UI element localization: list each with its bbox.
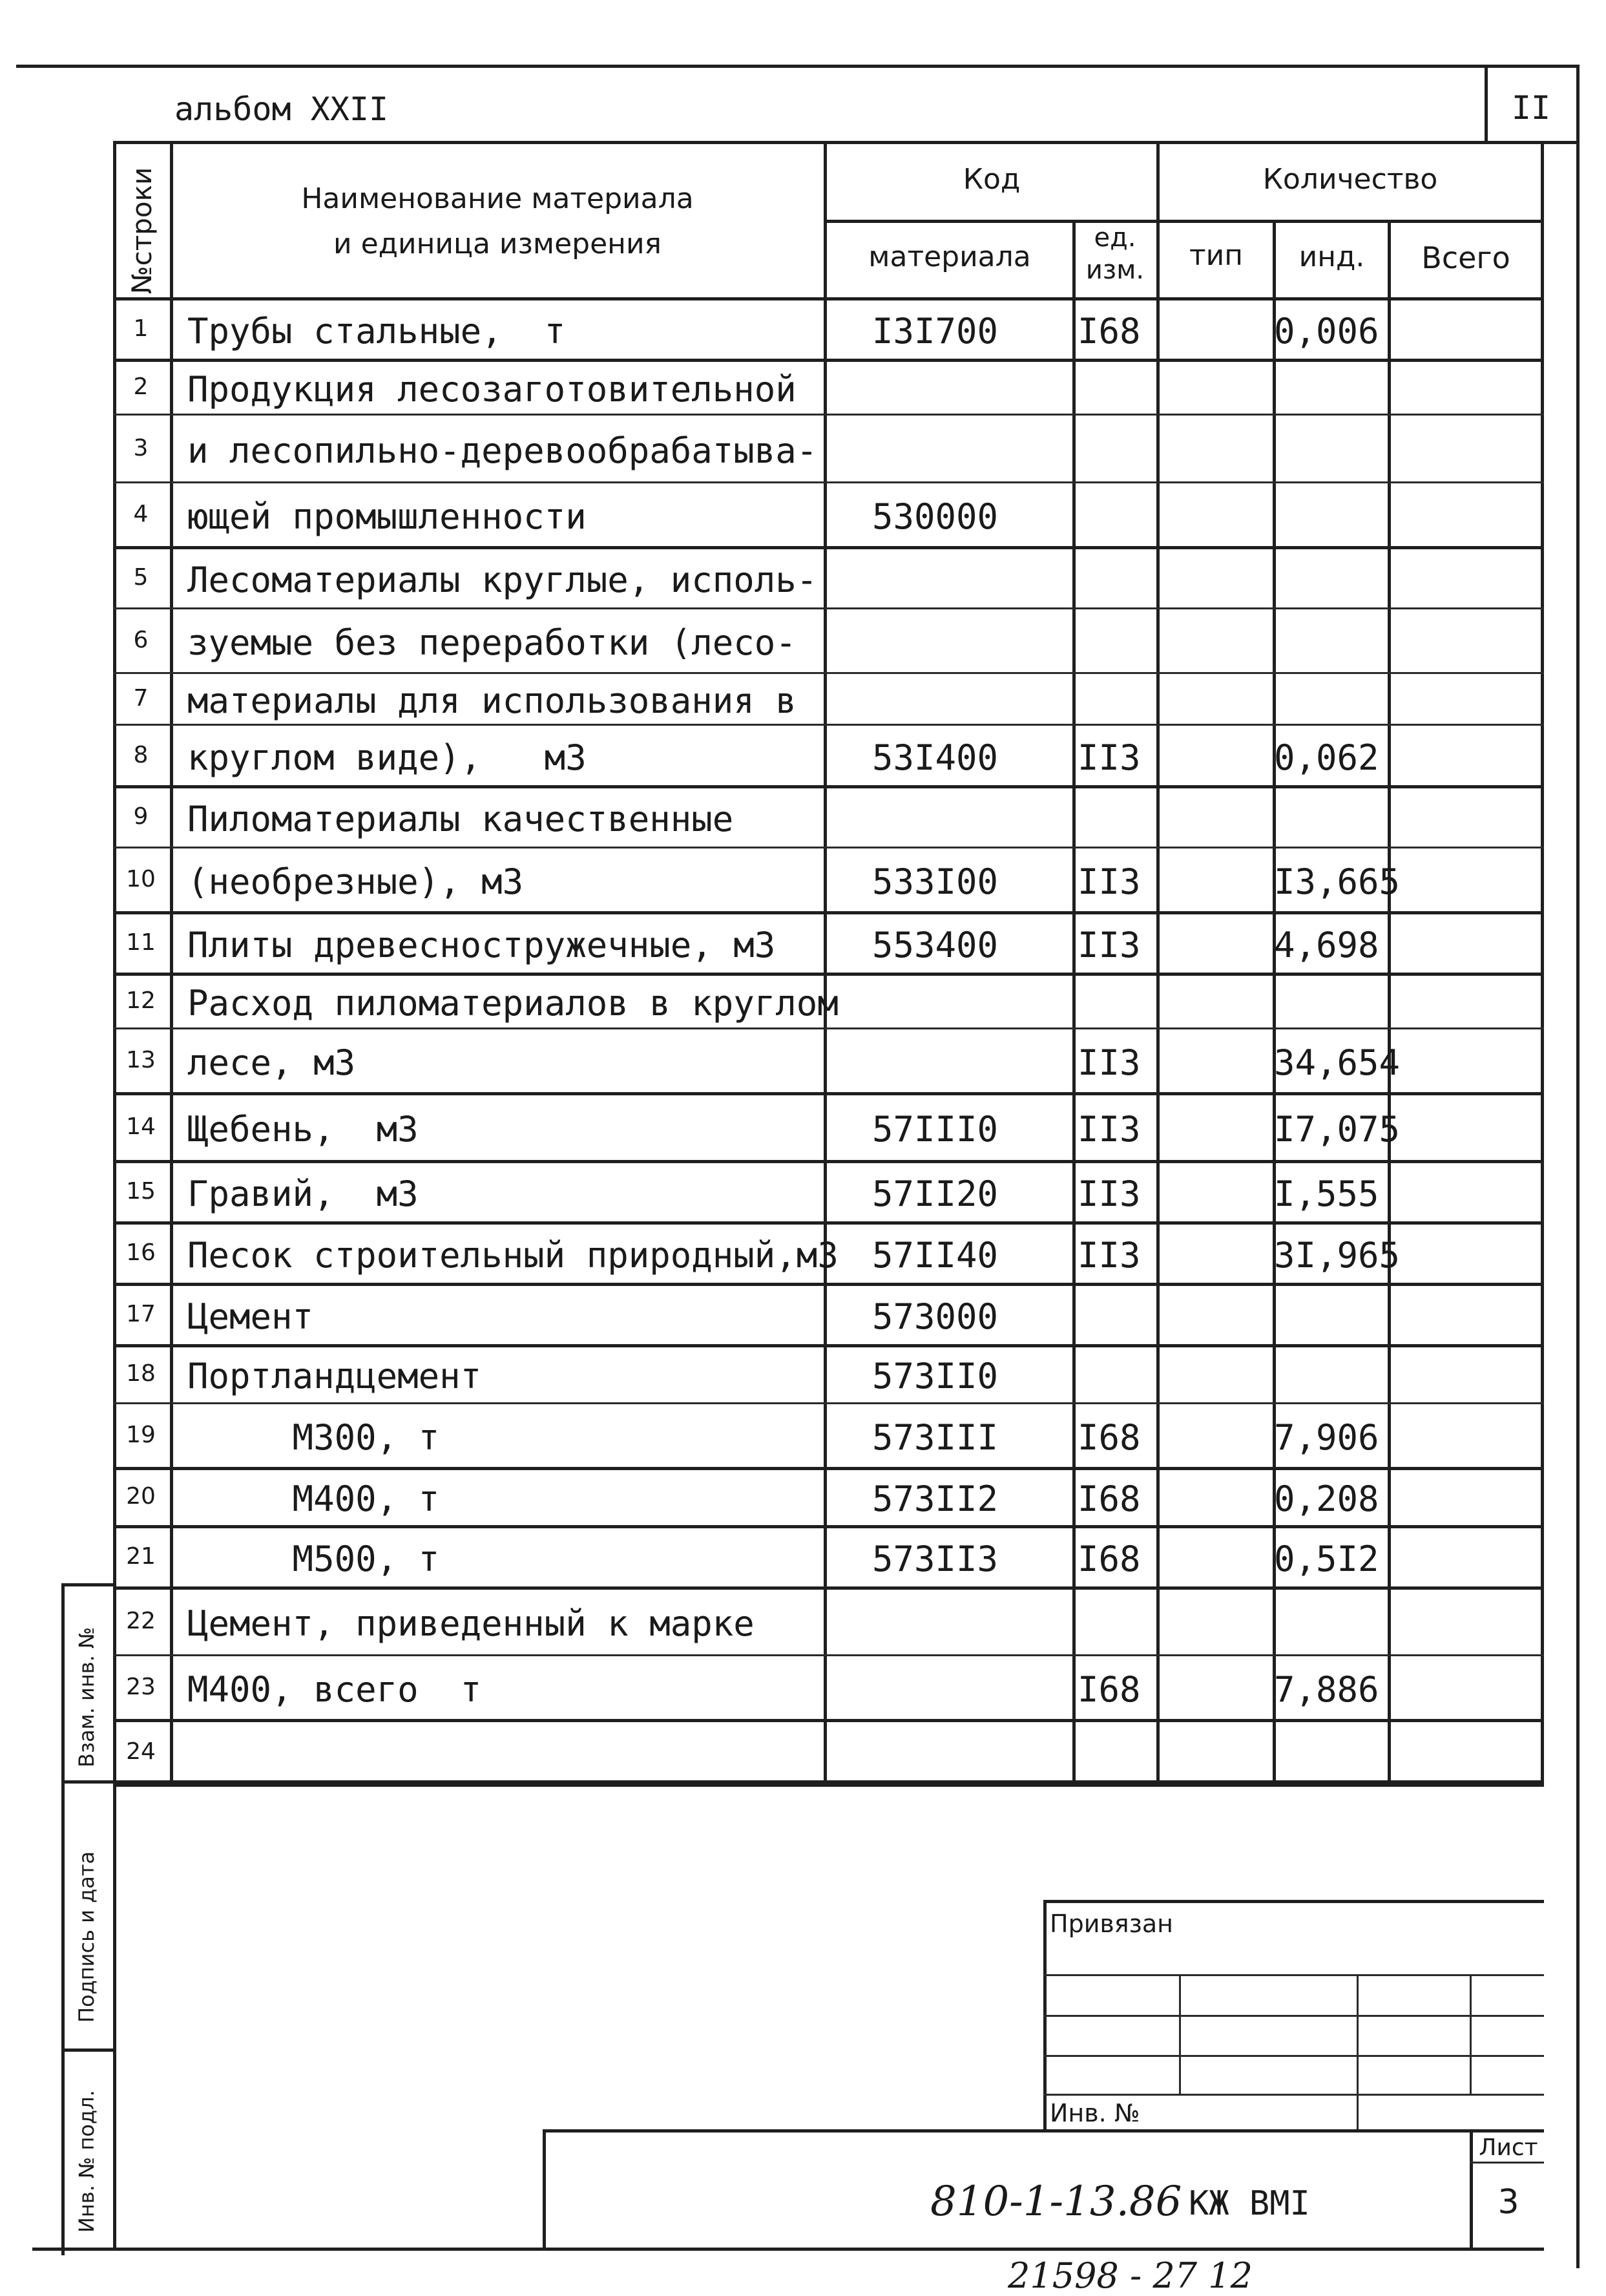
frame-bottom (32, 2248, 1544, 2251)
row-line (113, 1467, 1544, 1470)
side-strip-top (61, 1583, 116, 1586)
row-number: 9 (133, 803, 149, 830)
side-strip-sep2 (61, 2048, 116, 2052)
side-strip-left (61, 1583, 65, 2255)
row-line (113, 672, 1544, 674)
row-line (113, 1784, 1544, 1787)
unit-code: II3 (1078, 1109, 1141, 1150)
material-name: материалы для использования в (187, 680, 797, 721)
stamp-privyazan: Привязан (1050, 1910, 1173, 1938)
header-unit-1: ед. (1094, 223, 1136, 253)
row-line (113, 1027, 1544, 1029)
row-line (113, 911, 1544, 914)
header-subline (824, 220, 1544, 223)
corner-box-left (1485, 65, 1488, 142)
material-name: М300, т (187, 1417, 440, 1458)
quantity-ind: 0,006 (1274, 311, 1379, 352)
row-line (113, 546, 1544, 549)
row-number: 6 (133, 627, 149, 653)
footer-number: 21598 - 27 12 (1008, 2255, 1253, 2296)
material-name: Гравий, м3 (187, 1174, 419, 1214)
page-corner-number: II (1511, 89, 1551, 127)
row-number: 20 (126, 1483, 156, 1510)
quantity-ind: I3,665 (1274, 861, 1401, 902)
row-line (113, 1402, 1544, 1404)
unit-code: II3 (1078, 925, 1141, 965)
frame-right (1576, 65, 1580, 2268)
row-line (113, 1092, 1544, 1095)
material-code: 573II0 (872, 1356, 999, 1396)
stamp-line3 (1043, 2055, 1544, 2057)
row-line (113, 414, 1544, 416)
material-code: 57III0 (872, 1109, 999, 1150)
row-number: 22 (126, 1608, 156, 1634)
row-number: 21 (126, 1543, 156, 1570)
row-number: 4 (133, 501, 149, 527)
row-line (113, 1586, 1544, 1590)
material-name: Песок строительный природный,м3 (187, 1235, 839, 1276)
quantity-ind: 7,886 (1274, 1669, 1379, 1710)
material-code: 530000 (872, 496, 999, 537)
material-name: ющей промышленности (187, 496, 587, 537)
row-line (113, 785, 1544, 788)
material-code: 573III (872, 1417, 999, 1458)
header-row-number: №строки (126, 167, 158, 294)
row-line (113, 1719, 1544, 1722)
col-total-right (1541, 141, 1544, 1784)
material-code: 553400 (872, 925, 999, 965)
row-number: 18 (126, 1360, 156, 1387)
row-line (113, 1221, 1544, 1225)
header-material: материала (868, 240, 1031, 273)
row-line (113, 607, 1544, 609)
material-code: 573II3 (872, 1539, 999, 1579)
material-code: 57II20 (872, 1174, 999, 1214)
row-line (113, 1160, 1544, 1163)
document-mark: КЖ ВМI (1189, 2184, 1310, 2223)
row-number: 24 (126, 1738, 156, 1765)
stamp-v2 (1357, 1974, 1359, 2133)
header-total: Всего (1421, 240, 1510, 275)
unit-code: I68 (1078, 1669, 1141, 1710)
material-name: Портландцемент (187, 1356, 482, 1396)
quantity-ind: 4,698 (1274, 925, 1379, 965)
material-name: и лесопильно-деревообрабатыва- (187, 430, 818, 471)
album-line (113, 141, 1576, 144)
row-number: 8 (133, 742, 149, 768)
row-line (113, 973, 1544, 976)
material-name: Цемент, приведенный к марке (187, 1603, 755, 1644)
row-line (113, 481, 1544, 483)
header-name-line1: Наименование материала (301, 182, 694, 215)
row-number: 16 (126, 1239, 156, 1266)
unit-code: I68 (1078, 311, 1141, 352)
material-name: Трубы стальные, т (187, 311, 566, 352)
header-ind: инд. (1298, 240, 1365, 273)
title-block-top (543, 2129, 1544, 2133)
header-name-line2: и единица измерения (333, 227, 662, 260)
material-name: Пиломатериалы качественные (187, 799, 734, 839)
stamp-line4 (1043, 2094, 1544, 2096)
row-line (113, 1344, 1544, 1347)
row-number: 3 (133, 435, 149, 461)
row-number: 7 (133, 685, 149, 711)
unit-code: II3 (1078, 861, 1141, 902)
list-box-sep (1470, 2162, 1544, 2164)
stamp-line2 (1043, 2015, 1544, 2017)
row-number: 10 (126, 866, 156, 892)
material-name: лесе, м3 (187, 1042, 356, 1083)
material-name: Расход пиломатериалов в круглом (187, 983, 839, 1024)
material-code: 533I00 (872, 861, 999, 902)
unit-code: I68 (1078, 1417, 1141, 1458)
quantity-ind: 7,906 (1274, 1417, 1379, 1458)
album-title: альбом XXII (174, 90, 389, 128)
header-code: Код (963, 163, 1021, 196)
material-name: Продукция лесозаготовительной (187, 369, 797, 410)
row-line (113, 724, 1544, 726)
col-unit-right (1156, 141, 1160, 1784)
list-number: 3 (1497, 2183, 1519, 2222)
material-name: М400, т (187, 1479, 440, 1519)
title-block-left (543, 2129, 546, 2251)
side-label-vzam: Взам. инв. № (74, 1627, 99, 1767)
material-name: (необрезные), м3 (187, 861, 524, 902)
quantity-ind: 0,062 (1274, 737, 1379, 778)
row-line (113, 1283, 1544, 1286)
material-name: М400, всего т (187, 1669, 482, 1710)
material-code: 573II2 (872, 1479, 999, 1519)
row-line (113, 1654, 1544, 1656)
quantity-ind: 0,5I2 (1274, 1539, 1379, 1579)
row-number: 23 (126, 1674, 156, 1700)
material-code: 57II40 (872, 1235, 999, 1276)
unit-code: I68 (1078, 1479, 1141, 1519)
stamp-line1 (1043, 1974, 1544, 1976)
quantity-ind: I,555 (1274, 1174, 1379, 1214)
row-number: 17 (126, 1301, 156, 1327)
row-number: 19 (126, 1422, 156, 1448)
unit-code: I68 (1078, 1539, 1141, 1579)
header-quantity: Количество (1262, 163, 1438, 196)
frame-top (16, 65, 1580, 68)
col-ind-right (1388, 220, 1391, 1784)
material-code: 53I400 (872, 737, 999, 778)
header-bottom (113, 297, 1544, 300)
col-rownum-right (170, 141, 173, 1784)
stamp-top (1043, 1900, 1544, 1903)
col-name-right (824, 141, 827, 1784)
side-label-inv-podl: Инв. № подл. (74, 2090, 99, 2233)
quantity-ind: 3I,965 (1274, 1235, 1401, 1276)
material-name: Плиты древесностружечные, м3 (187, 925, 776, 965)
side-label-podpis: Подпись и дата (74, 1851, 99, 2023)
unit-code: II3 (1078, 1235, 1141, 1276)
material-name: зуемые без переработки (лесо- (187, 622, 797, 663)
row-line (113, 1525, 1544, 1528)
header-type: тип (1189, 239, 1243, 272)
stamp-v1 (1179, 1974, 1181, 2094)
stamp-inv-no: Инв. № (1050, 2099, 1140, 2127)
material-name: М500, т (187, 1539, 440, 1579)
unit-code: II3 (1078, 1174, 1141, 1214)
row-number: 12 (126, 987, 156, 1014)
document-code: 810-1-13.86 (930, 2178, 1182, 2226)
row-number: 13 (126, 1047, 156, 1073)
header-unit-2: изм. (1085, 255, 1145, 285)
row-number: 5 (133, 564, 149, 591)
unit-code: II3 (1078, 1042, 1141, 1083)
material-name: Лесоматериалы круглые, исполь- (187, 560, 818, 600)
row-line (113, 847, 1544, 848)
row-number: 15 (126, 1178, 156, 1205)
stamp-v3 (1470, 1974, 1472, 2094)
row-number: 11 (126, 929, 156, 956)
quantity-ind: 0,208 (1274, 1479, 1379, 1519)
unit-code: II3 (1078, 737, 1141, 778)
col-code-right (1072, 220, 1076, 1784)
material-name: Щебень, м3 (187, 1109, 419, 1150)
quantity-ind: 34,654 (1274, 1042, 1401, 1083)
material-name: круглом виде), м3 (187, 737, 587, 778)
material-name: Цемент (187, 1296, 314, 1337)
material-code: 573000 (872, 1296, 999, 1337)
row-number: 14 (126, 1113, 156, 1140)
row-line (113, 359, 1544, 362)
quantity-ind: I7,075 (1274, 1109, 1401, 1150)
list-label: Лист (1479, 2134, 1538, 2161)
material-code: I3I700 (872, 311, 999, 352)
row-number: 1 (133, 315, 149, 342)
row-number: 2 (133, 374, 149, 400)
